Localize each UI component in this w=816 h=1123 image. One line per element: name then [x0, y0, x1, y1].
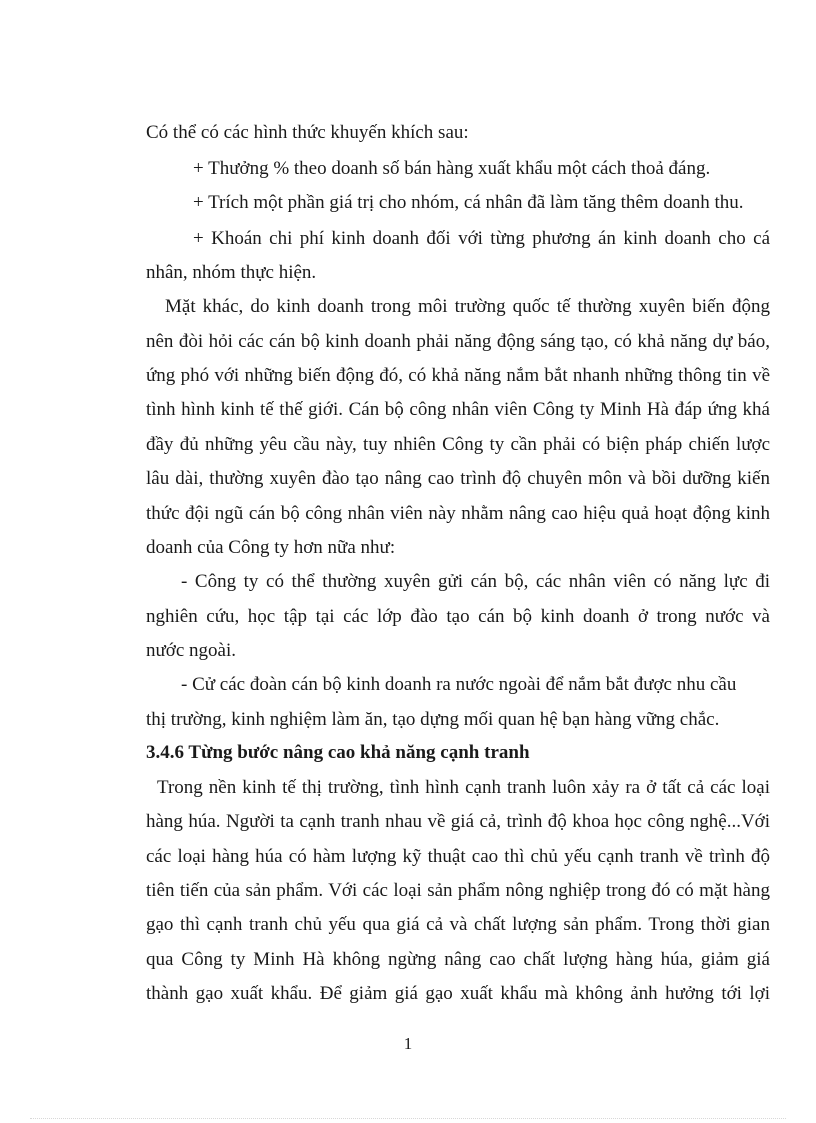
paragraph-2-line: Trong nền kinh tế thị trường, tình hình cạnh tranh luôn xảy ra ở tất cả các loại	[157, 777, 770, 798]
bonus-item-2: + Trích một phần giá trị cho nhóm, cá nhân đã làm tăng thêm doanh thu.	[193, 192, 744, 213]
paragraph-2-line: tiên tiến của sản phẩm. Với các loại sản phẩm nông nghiệp trong đó có mặt hàng	[146, 880, 770, 901]
paragraph-1-line: Mặt khác, do kinh doanh trong môi trường quốc tế thường xuyên biến động	[165, 296, 770, 317]
bonus-item-3-line-1: + Khoán chi phí kinh doanh đối với từng phương án kinh doanh cho cá	[193, 228, 770, 249]
paragraph-1-line: lâu dài, thường xuyên đào tạo nâng cao trình độ chuyên môn và bồi dưỡng kiến	[146, 468, 770, 489]
paragraph-1-line: tình hình kinh tế thế giới. Cán bộ công nhân viên Công ty Minh Hà đáp ứng khá	[146, 399, 770, 420]
bullet-1-line: - Công ty có thể thường xuyên gửi cán bộ, các nhân viên có năng lực đi	[181, 571, 770, 592]
paragraph-2-line: qua Công ty Minh Hà không ngừng nâng cao chất lượng hàng húa, giảm giá	[146, 949, 770, 970]
bonus-item-3-line-2: nhân, nhóm thực hiện.	[146, 262, 317, 283]
section-heading: 3.4.6 Từng bước nâng cao khả năng cạnh tranh	[146, 742, 530, 763]
paragraph-1-line: ứng phó với những biến động đó, có khả năng nắm bắt nhanh những thông tin về	[146, 365, 770, 386]
page-number: 1	[403, 1034, 413, 1053]
intro-line: Có thể có các hình thức khuyến khích sau:	[146, 122, 469, 143]
paragraph-1-line: doanh của Công ty hơn nữa như:	[146, 537, 396, 558]
paragraph-2-line: thành gạo xuất khẩu. Để giảm giá gạo xuất khẩu mà không ảnh hưởng tới lợi	[146, 983, 770, 1004]
bonus-item-1: + Thưởng % theo doanh số bán hàng xuất khẩu một cách thoả đáng.	[193, 158, 711, 179]
bullet-2-line: thị trường, kinh nghiệm làm ăn, tạo dựng mối quan hệ bạn hàng vững chắc.	[146, 709, 720, 730]
paragraph-2-line: hàng húa. Người ta cạnh tranh nhau về giá cả, trình độ khoa học công nghệ...Với	[146, 811, 770, 832]
bullet-2-line: - Cử các đoàn cán bộ kinh doanh ra nước ngoài để nắm bắt được nhu cầu	[181, 674, 737, 695]
paragraph-2-line: các loại hàng húa có hàm lượng kỹ thuật cao thì chủ yếu cạnh tranh về trình độ	[146, 846, 770, 867]
page-bottom-rule	[30, 1118, 786, 1119]
paragraph-1-line: nên đòi hỏi các cán bộ kinh doanh phải năng động sáng tạo, có khả năng dự báo,	[146, 331, 770, 352]
paragraph-1-line: thức đội ngũ cán bộ công nhân viên này nhằm nâng cao hiệu quả hoạt động kinh	[146, 503, 770, 524]
paragraph-2-line: gạo thì cạnh tranh chủ yếu qua giá cả và chất lượng sản phẩm. Trong thời gian	[146, 914, 770, 935]
bullet-1-line: nghiên cứu, học tập tại các lớp đào tạo cán bộ kinh doanh ở trong nước và	[146, 606, 770, 627]
paragraph-1-line: đầy đủ những yêu cầu này, tuy nhiên Công ty cần phải có biện pháp chiến lược	[146, 434, 770, 455]
bullet-1-line: nước ngoài.	[146, 640, 236, 661]
